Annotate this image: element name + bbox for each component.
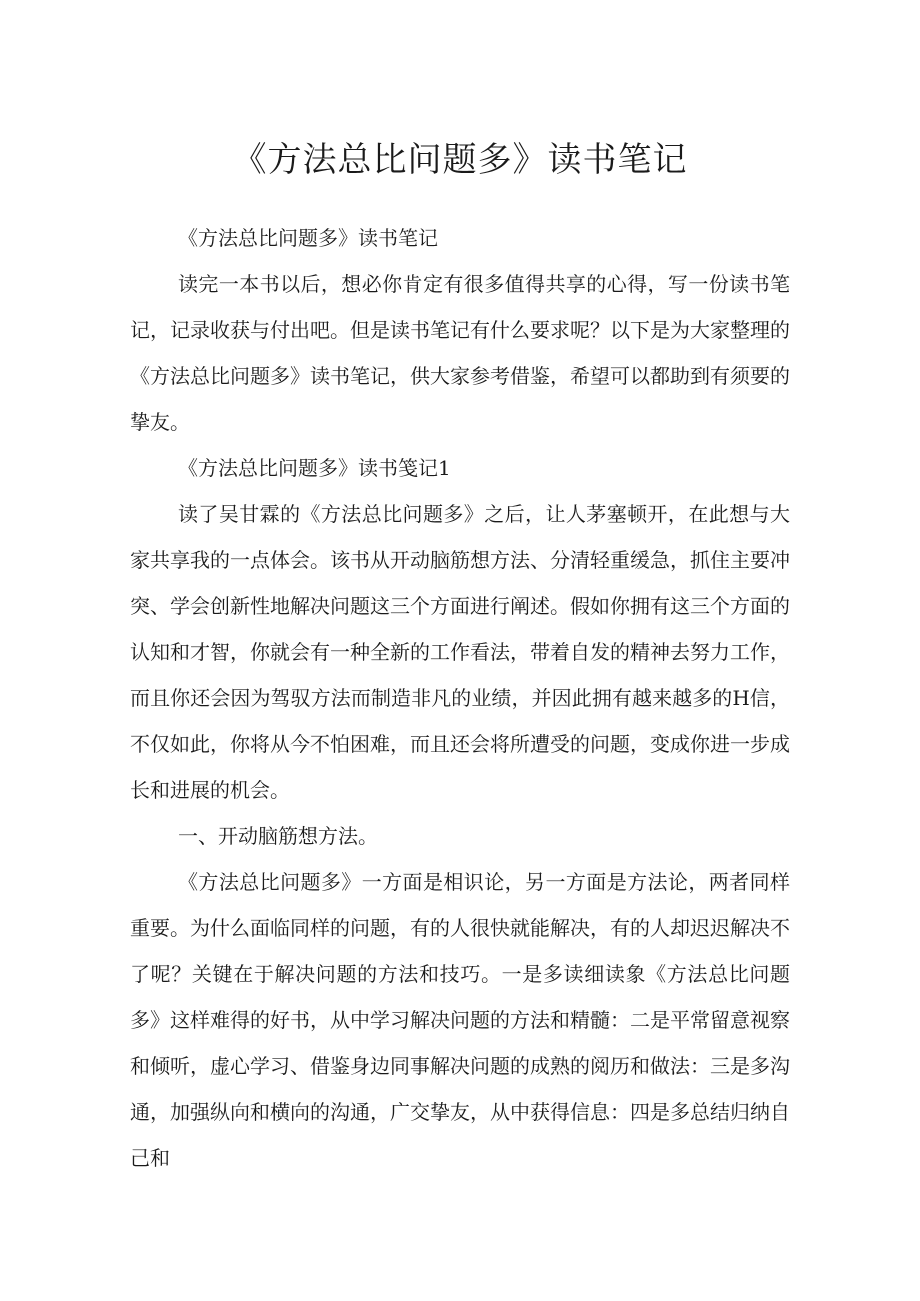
document-title: 《方法总比问题多》读书笔记 — [232, 140, 688, 180]
body-paragraph: 《方法总比问题多》一方面是相识论，另一方面是方法论，两者同样重要。为什么面临同样的问题，有的人很快就能解决，有的人却迟迟解决不了呢？关键在于解决问题的方法和技巧。一是多读细读象《方法总比问题多》这样难得的好书，从中学习解决问题的方法和精髓：二是平常留意视察和倾听，虚心学习、借鉴身边同事解决问题的成熟的阅历和做法：三是多沟通，加强纵向和横向的沟通，广交挚友，从中获得信息：四是多总结归纳自己和 — [130, 870, 790, 1170]
subtitle-paragraph: 《方法总比问题多》读书笔记 — [178, 226, 438, 250]
section-heading-note-1: 《方法总比问题多》读书笺记1 — [178, 456, 451, 480]
section-heading-1: 一、开动脑筋想方法。 — [178, 824, 378, 848]
document-body — [130, 215, 790, 1181]
body-paragraph: 读了吴甘霖的《方法总比问题多》之后，让人茅塞顿开，在此想与大家共享我的一点体会。该书从开动脑筋想方法、分清轻重缓急，抓住主要冲突、学会创新性地解决问题这三个方面进行阐述。假如你拥有这三个方面的认知和才智，你就会有一种全新的工作看法，带着自发的精神去努力工作，而且你还会因为驾驭方法而制造非凡的业绩，并因此拥有越来越多的H信，不仅如此，你将从今不怕困难，而且还会将所遭受的问题，变成你进一步成长和进展的机会。 — [130, 502, 790, 802]
intro-paragraph: 读完一本书以后，想必你肯定有很多值得共享的心得，写一份读书笔记，记录收获与付出吧。但是读书笔记有什么要求呢？以下是为大家整理的《方法总比问题多》读书笔记，供大家参考借鉴，希望可以都助到有须要的挚友。 — [130, 272, 790, 434]
